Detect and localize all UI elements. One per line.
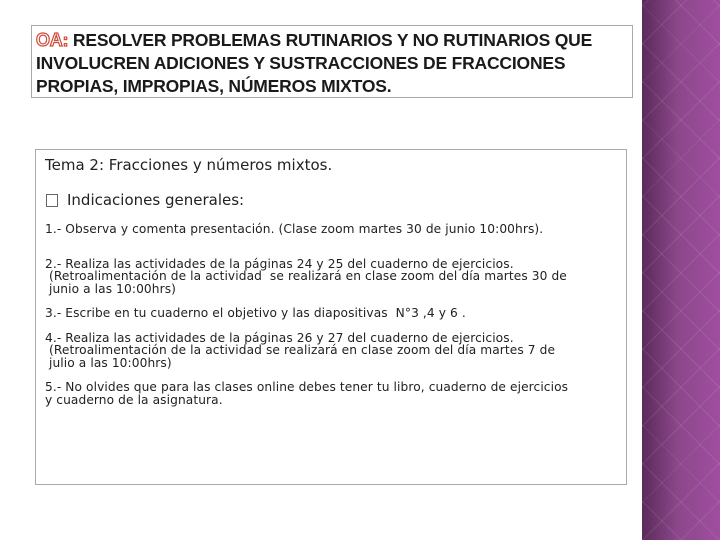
instruction-item-2: 2.- Realiza las actividades de la páginas 24 y 25 del cuaderno de ejercicios. (Retroalimentación de la actividad se realizará en clase zoom del día martes 30 de junio a las 10:00hrs): [45, 256, 567, 296]
bullet-row: [45, 191, 617, 209]
oa-label: OA: [36, 30, 63, 50]
slide-title: RESOLVER PROBLEMAS RUTINARIOS Y NO RUTINARIOS QUE INVOLUCREN ADICIONES Y SUSTRACCIONES DE FRACCIONES PROPIAS, IMPROPIAS, NÚMEROS MIXTOS.: [36, 30, 593, 96]
instruction-item-5: 5.- No olvides que para las clases online debes tener tu libro, cuaderno de ejercicios y cuaderno de la asignatura.: [45, 380, 569, 407]
bullet-heading: Indicaciones generales:: [67, 191, 245, 209]
decorative-sidebar: [642, 0, 720, 540]
content-box: [35, 149, 627, 485]
tema-heading: Tema 2: Fracciones y números mixtos.: [45, 156, 333, 174]
instruction-item-1: 1.- Observa y comenta presentación. (Clase zoom martes 30 de junio 10:00hrs).: [45, 222, 544, 236]
slide-title-box: [31, 25, 633, 98]
checkbox-bullet-icon: [46, 194, 58, 207]
instruction-item-4: 4.- Realiza las actividades de la páginas 26 y 27 del cuaderno de ejercicios. (Retroalimentación de la actividad se realizará en clase zoom del día martes 7 de julio a las 10:00hrs): [45, 330, 556, 370]
oa-colon: :: [62, 30, 69, 50]
instruction-item-3: 3.- Escribe en tu cuaderno el objetivo y las diapositivas N°3 ,4 y 6 .: [45, 306, 466, 320]
